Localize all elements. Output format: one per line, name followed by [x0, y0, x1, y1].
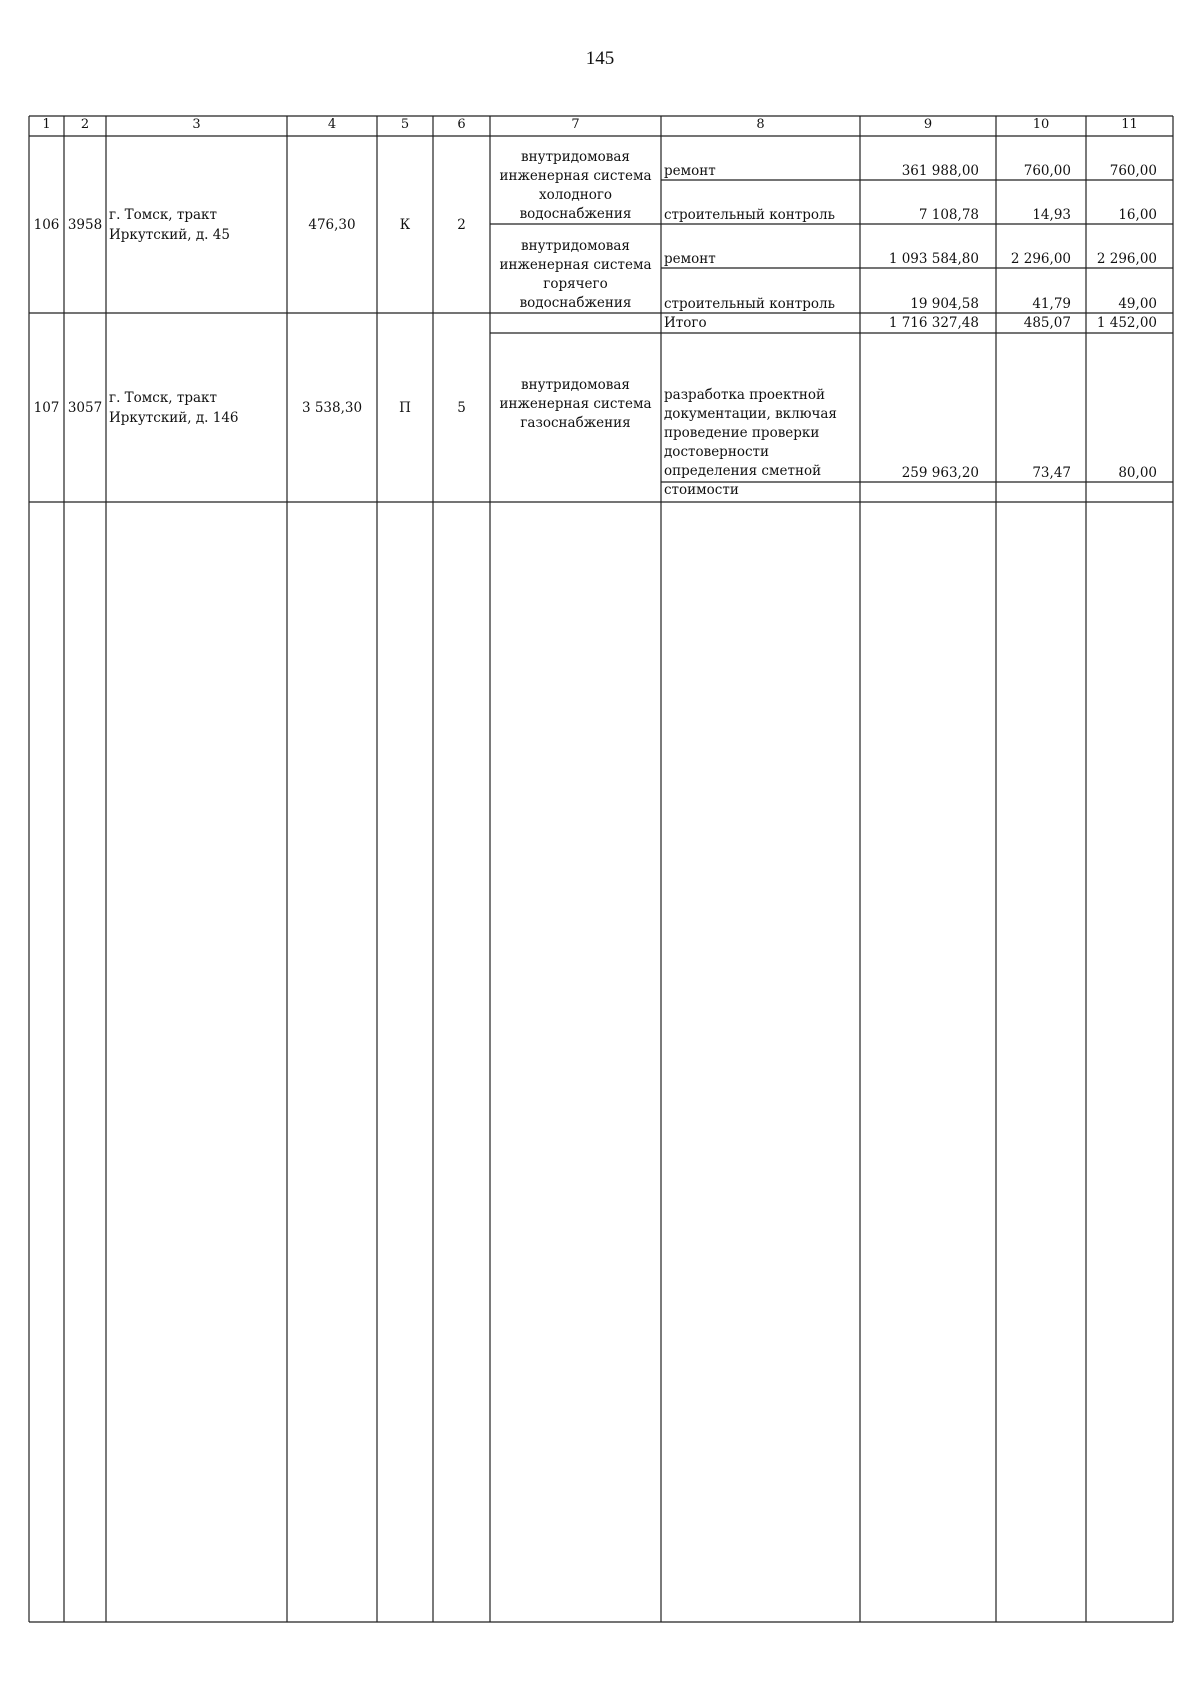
work-description: ремонт	[664, 251, 716, 267]
work-limit: 2 296,00	[1096, 251, 1157, 267]
object-type: К	[399, 216, 411, 233]
work-per-unit: 41,79	[1032, 296, 1071, 312]
object-area: 3 538,30	[301, 399, 363, 416]
work-per-unit: 2 296,00	[1010, 251, 1071, 267]
column-header-9: 9	[923, 117, 933, 132]
object-address: г. Томск, тракт Иркутский, д. 45	[109, 206, 230, 243]
total-label: Итого	[664, 315, 707, 331]
work-limit: 49,00	[1118, 296, 1157, 312]
work-per-unit: 760,00	[1023, 163, 1071, 179]
work-description: строительный контроль	[664, 207, 835, 223]
work-cost: 1 093 584,80	[888, 251, 979, 267]
object-address: г. Томск, тракт Иркутский, д. 146	[109, 389, 239, 426]
work-cost: 7 108,78	[918, 207, 979, 223]
work-cost: 259 963,20	[901, 465, 979, 481]
row-number: 106	[33, 216, 60, 233]
total-limit: 1 452,00	[1096, 315, 1157, 331]
column-header-4: 4	[327, 117, 337, 132]
row-number: 107	[33, 399, 60, 416]
object-floors: 5	[457, 399, 466, 416]
column-header-3: 3	[192, 117, 201, 132]
total-cost: 1 716 327,48	[888, 315, 979, 331]
column-header-8: 8	[756, 117, 765, 132]
work-description: ремонт	[664, 163, 716, 179]
object-floors: 2	[457, 216, 466, 233]
page-number: 145	[585, 48, 615, 69]
system-name: внутридомовая инженерная система газоснабжения	[499, 376, 652, 431]
column-header-1: 1	[42, 117, 51, 132]
work-cost: 19 904,58	[910, 296, 979, 312]
column-header-7: 7	[571, 117, 580, 132]
object-id: 3057	[67, 399, 103, 416]
object-area: 476,30	[308, 216, 356, 233]
column-header-6: 6	[457, 117, 466, 132]
work-limit: 80,00	[1118, 465, 1157, 481]
total-per-unit: 485,07	[1023, 315, 1071, 331]
work-cost: 361 988,00	[901, 163, 979, 179]
work-per-unit: 14,93	[1032, 207, 1071, 223]
work-limit: 760,00	[1109, 163, 1157, 179]
column-header-10: 10	[1032, 117, 1050, 132]
work-description: разработка проектной документации, включая проведение проверки достоверности определения сметной стоимости	[664, 387, 837, 498]
system-name: внутридомовая инженерная система горячего водоснабжения	[499, 237, 652, 311]
object-id: 3958	[67, 216, 103, 233]
work-per-unit: 73,47	[1032, 465, 1071, 481]
object-type: П	[399, 399, 411, 416]
column-header-2: 2	[80, 117, 90, 132]
column-header-11: 11	[1121, 117, 1138, 132]
work-limit: 16,00	[1118, 207, 1157, 223]
column-header-5: 5	[400, 117, 410, 132]
system-name: внутридомовая инженерная система холодного водоснабжения	[499, 149, 652, 222]
work-description: строительный контроль	[664, 296, 835, 312]
